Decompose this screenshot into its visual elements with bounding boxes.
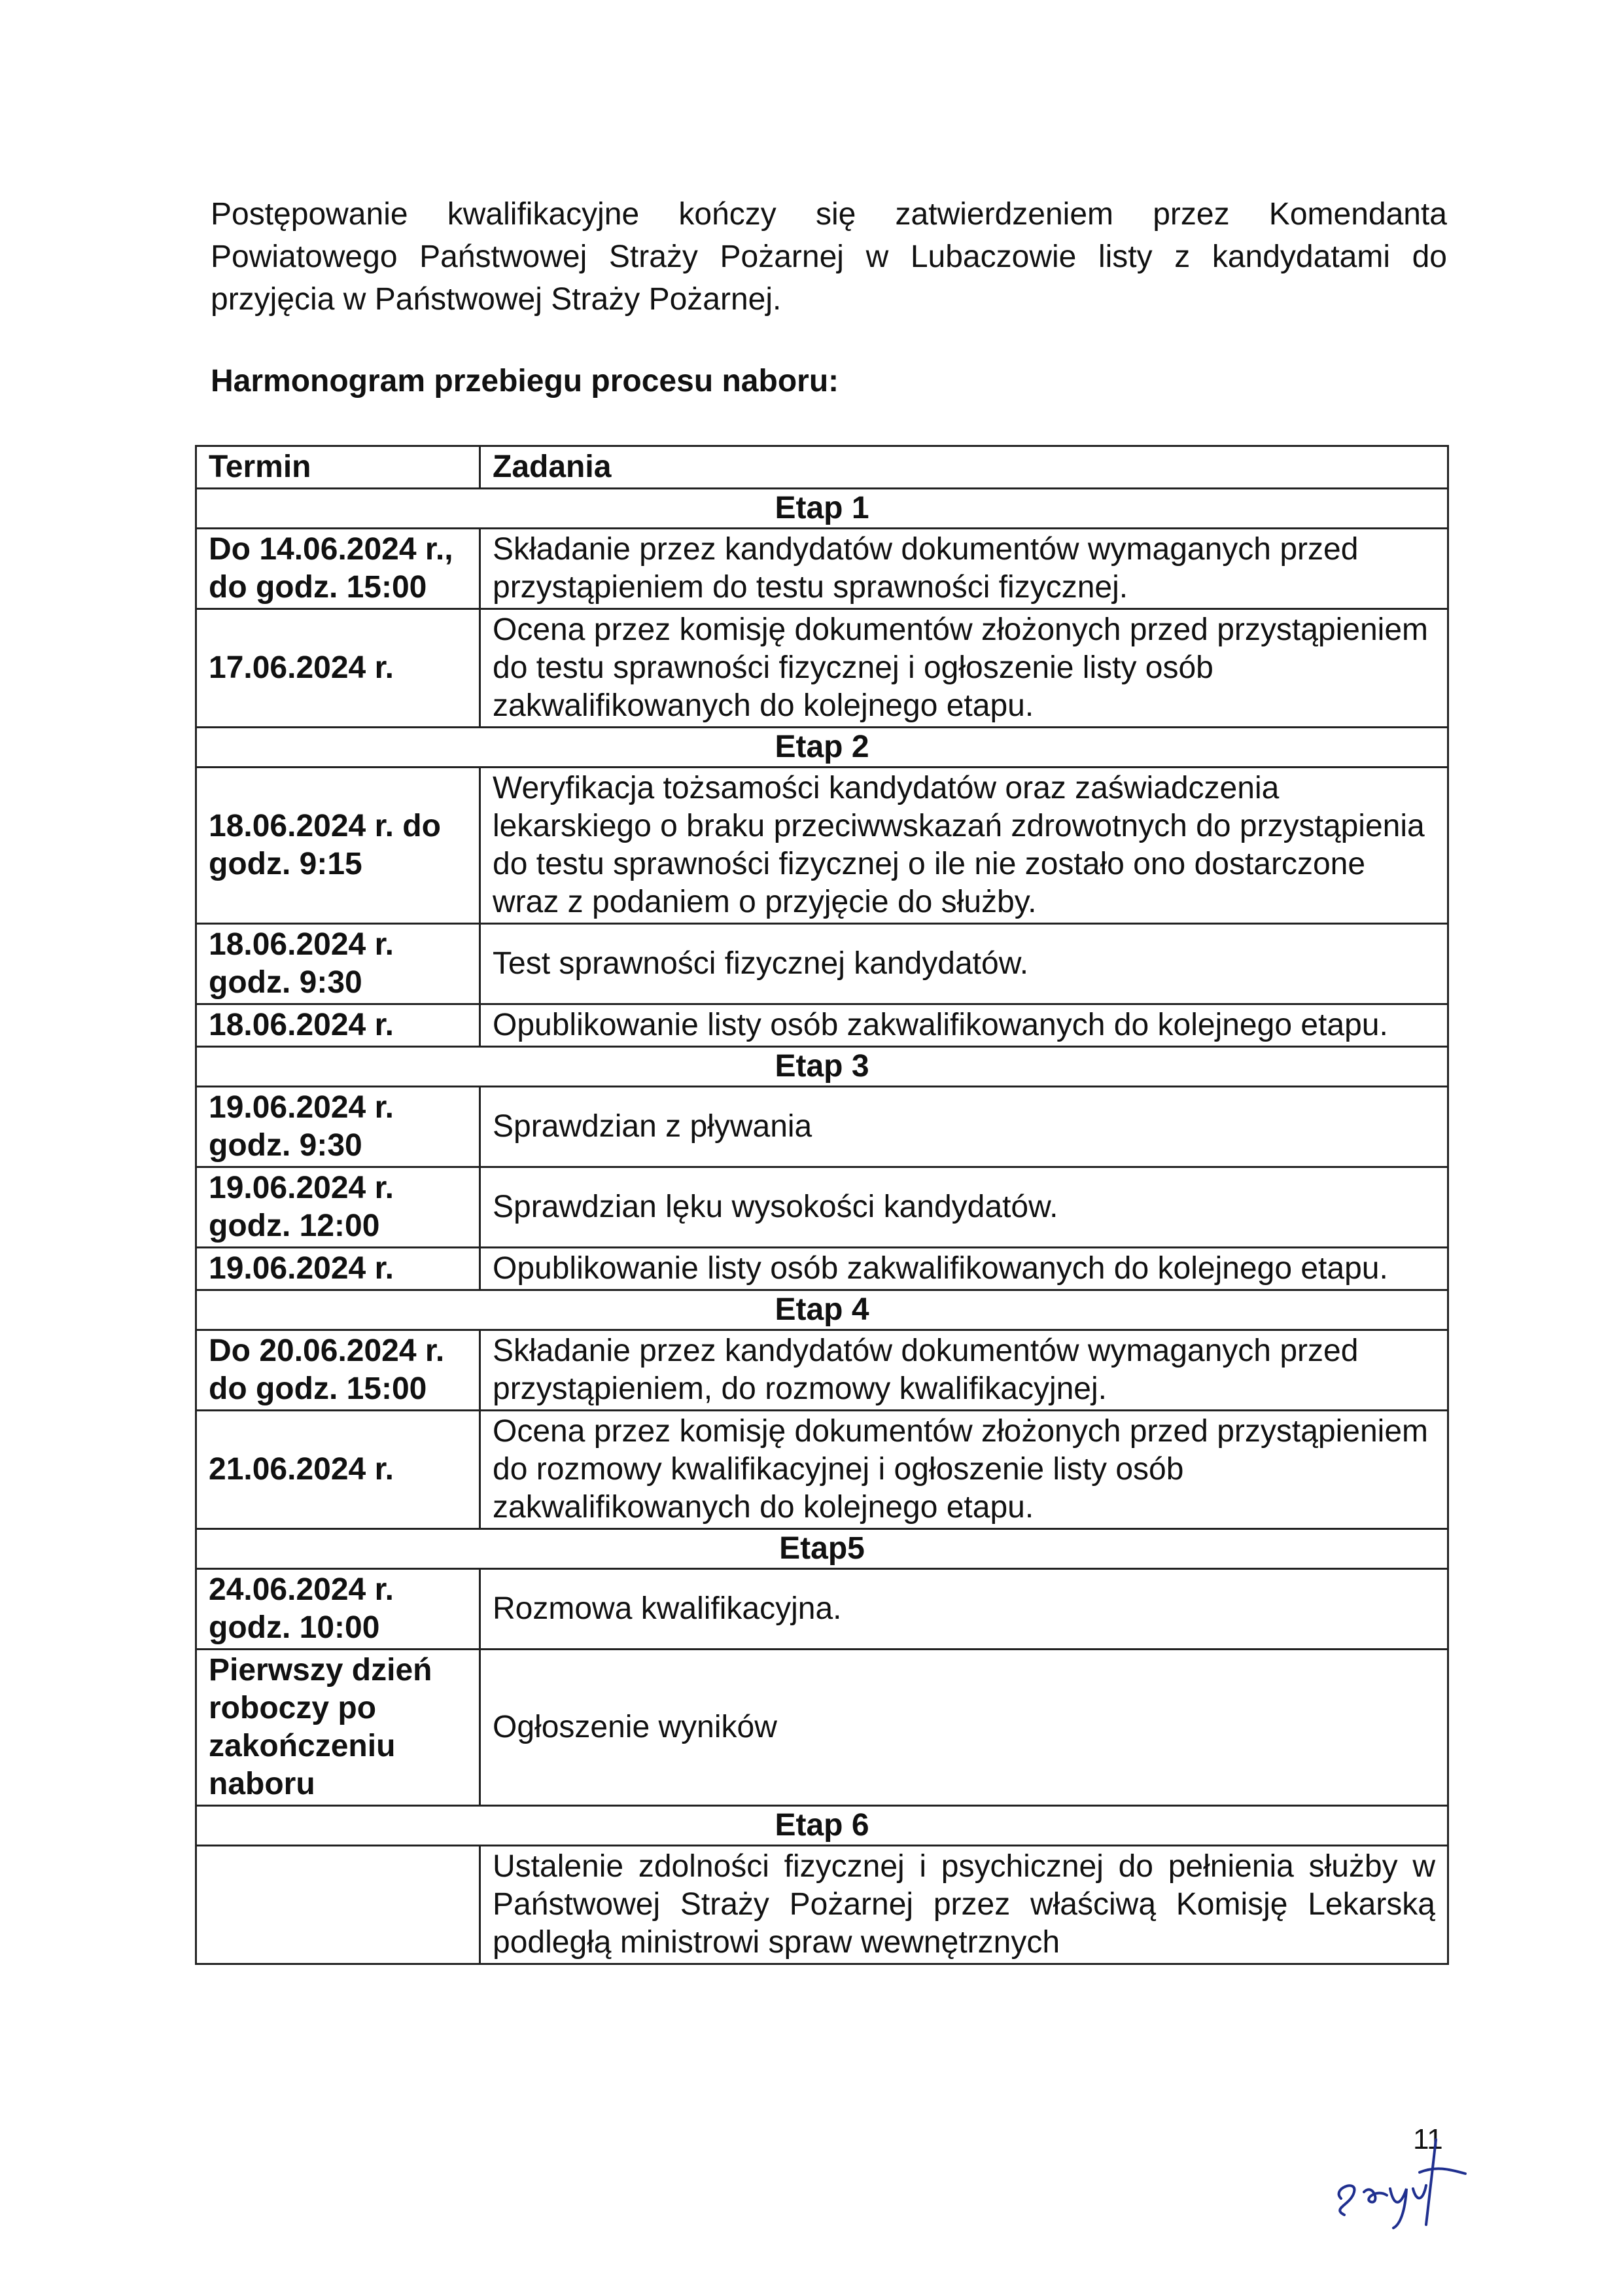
stage-title: Etap 6 <box>196 1806 1448 1846</box>
term-cell: 18.06.2024 r. <box>196 1004 480 1047</box>
table-row <box>196 924 1448 1004</box>
term-cell: Do 14.06.2024 r., do godz. 15:00 <box>196 529 480 609</box>
header-term: Termin <box>196 446 480 489</box>
task-cell: Ustalenie zdolności fizycznej i psychicznej do pełnienia służby w Państwowej Straży Pożarnej przez właściwą Komisję Lekarską podległą ministrowi spraw wewnętrznych <box>480 1846 1448 1964</box>
stage-row <box>196 1806 1448 1846</box>
table-row <box>196 1087 1448 1167</box>
stage-row <box>196 728 1448 768</box>
stage-title: Etap 4 <box>196 1290 1448 1330</box>
stage-title: Etap 2 <box>196 728 1448 768</box>
table-row <box>196 1330 1448 1411</box>
task-cell: Składanie przez kandydatów dokumentów wymaganych przed przystąpieniem do testu sprawności fizycznej. <box>480 529 1448 609</box>
task-cell: Sprawdzian z pływania <box>480 1087 1448 1167</box>
term-cell: 24.06.2024 r. godz. 10:00 <box>196 1569 480 1650</box>
table-row <box>196 529 1448 609</box>
page-number: 11 <box>1413 2123 1443 2155</box>
stage-title: Etap5 <box>196 1529 1448 1569</box>
task-cell: Ogłoszenie wyników <box>480 1650 1448 1806</box>
task-cell: Ocena przez komisję dokumentów złożonych przed przystąpieniem do rozmowy kwalifikacyjnej i ogłoszenie listy osób zakwalifikowanych do kolejnego etapu. <box>480 1411 1448 1529</box>
task-cell: Test sprawności fizycznej kandydatów. <box>480 924 1448 1004</box>
schedule-heading: Harmonogram przebiegu procesu naboru: <box>211 364 839 398</box>
handwritten-signature <box>1328 2127 1472 2231</box>
term-cell <box>196 1846 480 1964</box>
table-row <box>196 609 1448 728</box>
table-row <box>196 1248 1448 1290</box>
term-cell: Pierwszy dzień roboczy po zakończeniu naboru <box>196 1650 480 1806</box>
intro-paragraph <box>211 193 1447 321</box>
term-cell: 18.06.2024 r. godz. 9:30 <box>196 924 480 1004</box>
task-cell: Składanie przez kandydatów dokumentów wymaganych przed przystąpieniem, do rozmowy kwalifikacyjnej. <box>480 1330 1448 1411</box>
task-cell: Opublikowanie listy osób zakwalifikowanych do kolejnego etapu. <box>480 1004 1448 1047</box>
term-cell: Do 20.06.2024 r. do godz. 15:00 <box>196 1330 480 1411</box>
task-cell: Sprawdzian lęku wysokości kandydatów. <box>480 1167 1448 1248</box>
term-cell: 19.06.2024 r. godz. 9:30 <box>196 1087 480 1167</box>
table-row <box>196 1411 1448 1529</box>
term-cell: 19.06.2024 r. godz. 12:00 <box>196 1167 480 1248</box>
task-cell: Weryfikacja tożsamości kandydatów oraz zaświadczenia lekarskiego o braku przeciwwskazań zdrowotnych do przystąpienia do testu sprawności fizycznej o ile nie zostało ono dostarczone wraz z podaniem o przyjęcie do służby. <box>480 768 1448 924</box>
term-cell: 18.06.2024 r. do godz. 9:15 <box>196 768 480 924</box>
table-row <box>196 1167 1448 1248</box>
intro-text: Postępowanie kwalifikacyjne kończy się zatwierdzeniem przez Komendanta Powiatowego Państwowej Straży Pożarnej w Lubaczowie listy z kandydatami do przyjęcia w Państwowej Straży Pożarnej. <box>211 197 1447 317</box>
table-row <box>196 1569 1448 1650</box>
stage-title: Etap 3 <box>196 1047 1448 1087</box>
table-row <box>196 1650 1448 1806</box>
stage-title: Etap 1 <box>196 489 1448 529</box>
term-cell: 21.06.2024 r. <box>196 1411 480 1529</box>
schedule-table <box>195 445 1449 1965</box>
stage-row <box>196 489 1448 529</box>
table-row <box>196 1004 1448 1047</box>
table-row <box>196 768 1448 924</box>
task-cell: Rozmowa kwalifikacyjna. <box>480 1569 1448 1650</box>
task-cell: Ocena przez komisję dokumentów złożonych przed przystąpieniem do testu sprawności fizycznej i ogłoszenie listy osób zakwalifikowanych do kolejnego etapu. <box>480 609 1448 728</box>
header-task: Zadania <box>480 446 1448 489</box>
term-cell: 17.06.2024 r. <box>196 609 480 728</box>
stage-row <box>196 1529 1448 1569</box>
stage-row <box>196 1290 1448 1330</box>
term-cell: 19.06.2024 r. <box>196 1248 480 1290</box>
stage-row <box>196 1047 1448 1087</box>
table-row <box>196 1846 1448 1964</box>
task-cell: Opublikowanie listy osób zakwalifikowanych do kolejnego etapu. <box>480 1248 1448 1290</box>
table-header-row <box>196 446 1448 489</box>
